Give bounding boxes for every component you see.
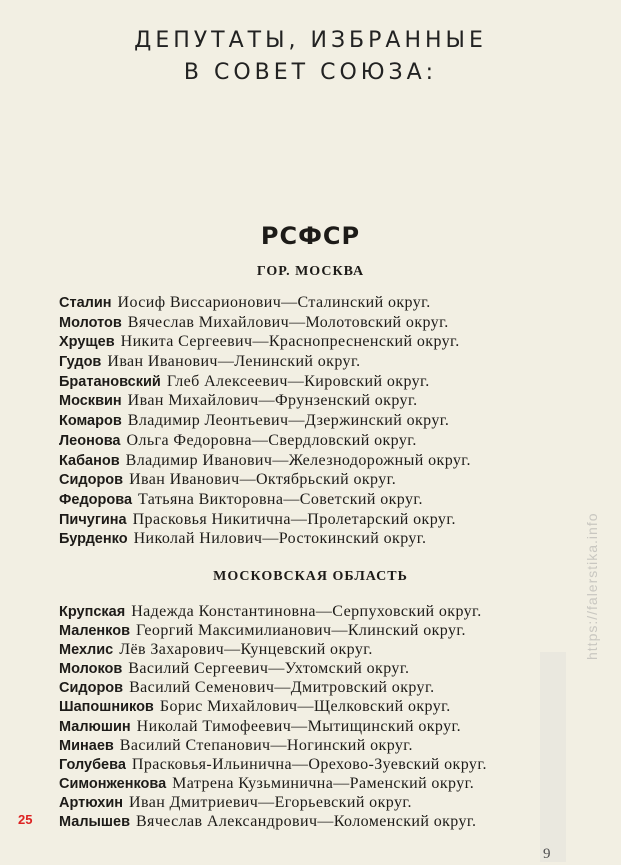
deputy-details: Николай Тимофеевич—Мытищинский округ. bbox=[136, 717, 462, 735]
deputy-surname: Сидоров bbox=[59, 680, 124, 697]
deputy-details: Василий Сергеевич—Ухтомский округ. bbox=[128, 660, 410, 678]
deputy-list-moscow-oblast bbox=[59, 602, 579, 831]
watermark-bar bbox=[540, 652, 566, 862]
deputy-entry bbox=[59, 621, 579, 640]
deputy-surname: Малюшин bbox=[59, 718, 131, 735]
deputy-surname: Маленков bbox=[59, 623, 130, 640]
deputy-details: Василий Семенович—Дмитровский округ. bbox=[129, 679, 435, 697]
deputy-entry bbox=[59, 313, 579, 333]
deputy-entry bbox=[59, 352, 579, 372]
deputy-surname: Мехлис bbox=[59, 642, 114, 659]
deputy-surname: Молотов bbox=[59, 314, 122, 331]
deputy-details: Иван Иванович—Ленинский округ. bbox=[107, 353, 361, 371]
page-title-line-2: В СОВЕТ СОЮЗА: bbox=[183, 60, 438, 85]
deputy-entry bbox=[59, 529, 579, 549]
deputy-surname: Кабанов bbox=[59, 452, 120, 469]
deputy-surname: Братановский bbox=[59, 373, 161, 390]
deputy-details: Борис Михайлович—Щелковский округ. bbox=[159, 698, 451, 716]
deputy-details: Надежда Константиновна—Серпуховский округ. bbox=[131, 603, 482, 620]
republic-heading: РСФСР bbox=[260, 222, 361, 250]
deputy-surname: Минаев bbox=[59, 737, 114, 754]
page-title-line-1: ДЕПУТАТЫ, ИЗБРАННЫЕ bbox=[134, 28, 487, 53]
deputy-entry bbox=[59, 793, 579, 812]
page-number: 25 bbox=[18, 812, 33, 827]
deputy-details: Василий Степанович—Ногинский округ. bbox=[119, 736, 413, 754]
deputy-list-moscow-city bbox=[59, 293, 579, 549]
deputy-details: Лёв Захарович—Кунцевский округ. bbox=[119, 641, 373, 659]
deputy-entry bbox=[59, 640, 579, 659]
deputy-details: Вячеслав Александрович—Коломенский округ. bbox=[135, 813, 477, 831]
deputy-surname: Крупская bbox=[59, 604, 126, 620]
deputy-details: Никита Сергеевич—Краснопресненский округ. bbox=[120, 333, 460, 351]
deputy-details: Ольга Федоровна—Свердловский округ. bbox=[126, 431, 417, 449]
deputy-details: Владимир Леонтьевич—Дзержинский округ. bbox=[127, 412, 450, 430]
deputy-details: Владимир Иванович—Железнодорожный округ. bbox=[125, 451, 471, 469]
deputy-entry bbox=[59, 717, 579, 736]
deputy-surname: Москвин bbox=[59, 393, 122, 410]
deputy-entry bbox=[59, 678, 579, 697]
deputy-entry bbox=[59, 812, 579, 831]
deputy-details: Иван Иванович—Октябрьский округ. bbox=[129, 471, 397, 489]
deputy-details: Иван Дмитриевич—Егорьевский округ. bbox=[129, 793, 412, 811]
deputy-entry bbox=[59, 755, 579, 774]
deputy-entry bbox=[59, 470, 579, 490]
deputy-surname: Симонженкова bbox=[59, 775, 167, 792]
deputy-entry bbox=[59, 332, 579, 352]
deputy-entry bbox=[59, 490, 579, 510]
deputy-surname: Комаров bbox=[59, 413, 122, 430]
deputy-surname: Хрущев bbox=[59, 334, 115, 351]
deputy-surname: Федорова bbox=[59, 491, 133, 508]
deputy-details: Татьяна Викторовна—Советский округ. bbox=[138, 490, 423, 508]
deputy-details: Вячеслав Михайлович—Молотовский округ. bbox=[127, 313, 449, 331]
deputy-entry bbox=[59, 451, 579, 471]
deputy-surname: Бурденко bbox=[59, 531, 128, 548]
deputy-entry bbox=[59, 736, 579, 755]
deputy-details: Прасковья Никитична—Пролетарский округ. bbox=[132, 510, 456, 528]
watermark-text: https://falerstika.info bbox=[584, 512, 600, 660]
deputy-entry bbox=[59, 431, 579, 451]
deputy-details: Иосиф Виссарионович—Сталинский округ. bbox=[117, 294, 431, 311]
deputy-entry bbox=[59, 510, 579, 530]
deputy-entry bbox=[59, 293, 579, 313]
deputy-surname: Артюхин bbox=[59, 794, 123, 811]
deputy-entry bbox=[59, 602, 579, 621]
deputy-entry bbox=[59, 411, 579, 431]
deputy-surname: Шапошников bbox=[59, 699, 154, 716]
deputy-surname: Гудов bbox=[59, 354, 102, 371]
deputy-details: Прасковья-Ильинична—Орехово-Зуевский округ. bbox=[131, 755, 487, 773]
deputy-entry bbox=[59, 391, 579, 411]
deputy-details: Иван Михайлович—Фрунзенский округ. bbox=[127, 392, 418, 410]
deputy-entry bbox=[59, 697, 579, 716]
deputy-details: Николай Нилович—Ростокинский округ. bbox=[133, 530, 427, 548]
deputy-surname: Сидоров bbox=[59, 472, 124, 489]
print-page-number: 9 bbox=[543, 846, 552, 862]
deputy-surname: Леонова bbox=[59, 432, 121, 449]
deputy-surname: Голубева bbox=[59, 756, 126, 773]
deputy-surname: Пичугина bbox=[59, 511, 127, 528]
deputy-entry bbox=[59, 659, 579, 678]
deputy-details: Глеб Алексеевич—Кировский округ. bbox=[166, 372, 430, 390]
deputy-entry bbox=[59, 774, 579, 793]
section-title-moscow-city: ГОР. МОСКВА bbox=[256, 264, 365, 279]
deputy-details: Матрена Кузьминична—Раменский округ. bbox=[172, 774, 475, 792]
section-title-moscow-oblast: МОСКОВСКАЯ ОБЛАСТЬ bbox=[213, 569, 408, 584]
deputy-surname: Молоков bbox=[59, 661, 123, 678]
deputy-entry bbox=[59, 372, 579, 392]
deputy-surname: Сталин bbox=[59, 295, 112, 311]
deputy-details: Георгий Максимилианович—Клинский округ. bbox=[136, 622, 466, 640]
deputy-surname: Малышев bbox=[59, 814, 130, 831]
